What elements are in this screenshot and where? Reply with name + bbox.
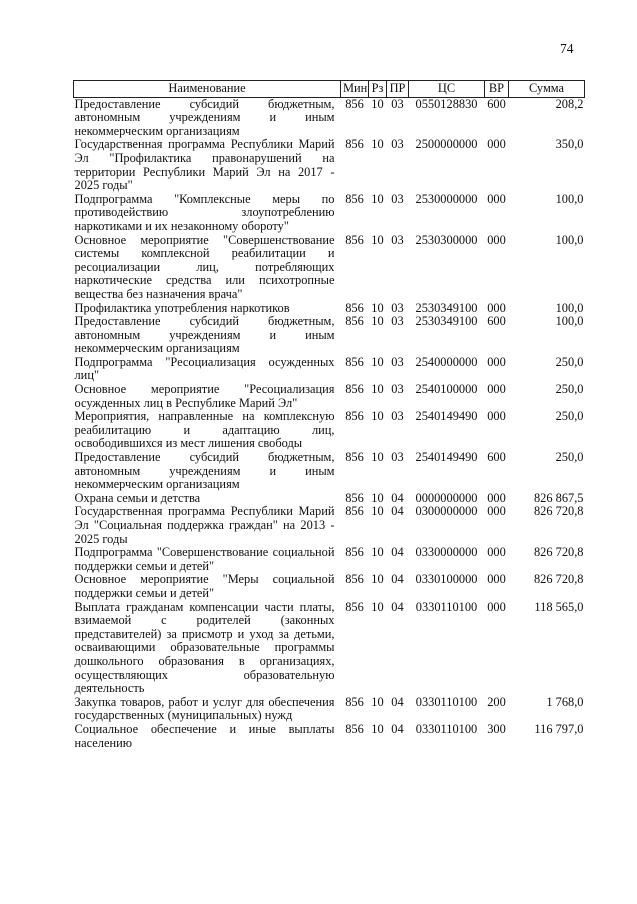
cell-sum: 250,0 xyxy=(555,354,584,369)
table-row xyxy=(74,601,585,696)
cell-min: 856 xyxy=(345,354,364,369)
cell-min: 856 xyxy=(345,191,364,206)
col-header-cs: ЦС xyxy=(409,81,485,98)
cell-rz: 10 xyxy=(371,409,384,424)
col-header-min: Мин xyxy=(341,81,369,98)
cell-vr: 000 xyxy=(487,382,506,397)
cell-pr: 03 xyxy=(391,96,404,111)
cell-sum: 350,0 xyxy=(555,137,584,152)
cell-sum: 118 565,0 xyxy=(534,599,584,614)
cell-pr: 03 xyxy=(391,137,404,152)
cell-rz: 10 xyxy=(371,721,384,736)
cell-sum: 100,0 xyxy=(555,191,584,206)
col-header-pr: ПР xyxy=(387,81,409,98)
cell-name: Основное мероприятие "Меры социальной поддержки семьи и детей" xyxy=(74,572,335,600)
cell-min: 856 xyxy=(345,450,364,465)
table-row xyxy=(74,410,585,451)
table-row xyxy=(74,234,585,302)
cell-name: Предоставление субсидий бюджетным, автономным учреждениям и иным некоммерческим организациям xyxy=(74,96,335,138)
cell-min: 856 xyxy=(345,409,364,424)
col-header-sum: Сумма xyxy=(509,81,585,98)
cell-sum: 250,0 xyxy=(555,450,584,465)
table-row xyxy=(74,356,585,383)
cell-name: Основное мероприятие "Ресоциализация осужденных лиц в Республике Марий Эл" xyxy=(74,382,335,410)
table-row xyxy=(74,97,585,138)
cell-sum: 826 867,5 xyxy=(533,490,584,505)
cell-cs: 0330000000 xyxy=(415,545,478,560)
table-header-row xyxy=(74,81,585,98)
page-number: 74 xyxy=(560,41,574,56)
table-body xyxy=(74,97,585,750)
cell-rz: 10 xyxy=(371,572,384,587)
cell-name: Государственная программа Республики Марий Эл "Профилактика правонарушений на территории Республики Марий Эл на 2017 - 2025 годы" xyxy=(74,137,335,193)
cell-vr: 600 xyxy=(487,450,506,465)
cell-vr: 000 xyxy=(487,409,506,424)
cell-vr: 000 xyxy=(487,545,506,560)
cell-pr: 04 xyxy=(391,545,404,560)
cell-rz: 10 xyxy=(371,354,384,369)
cell-name: Подпрограмма "Ресоциализация осужденных лиц" xyxy=(74,354,335,383)
cell-vr: 600 xyxy=(487,314,506,329)
cell-pr: 04 xyxy=(391,504,404,519)
cell-vr: 000 xyxy=(487,137,506,152)
cell-cs: 0330100000 xyxy=(415,572,478,587)
cell-cs: 2540000000 xyxy=(415,354,478,369)
table-row xyxy=(74,723,585,750)
cell-sum: 826 720,8 xyxy=(533,504,584,519)
cell-rz: 10 xyxy=(371,96,384,111)
cell-min: 856 xyxy=(345,545,364,560)
table-row xyxy=(74,492,585,506)
cell-min: 856 xyxy=(345,300,364,315)
cell-sum: 250,0 xyxy=(555,409,584,424)
cell-cs: 2530300000 xyxy=(415,232,478,247)
cell-min: 856 xyxy=(345,599,364,614)
cell-cs: 0330110100 xyxy=(415,599,478,614)
cell-vr: 200 xyxy=(487,694,506,709)
cell-min: 856 xyxy=(345,137,364,152)
table-row xyxy=(74,573,585,600)
cell-cs: 0330110100 xyxy=(415,694,478,709)
cell-rz: 10 xyxy=(371,694,384,709)
cell-name: Подпрограмма "Совершенствование социальной поддержки семьи и детей" xyxy=(74,545,335,573)
cell-rz: 10 xyxy=(371,545,384,560)
cell-pr: 03 xyxy=(391,191,404,206)
cell-vr: 000 xyxy=(487,490,506,505)
cell-min: 856 xyxy=(345,572,364,587)
col-header-vr: ВР xyxy=(485,81,509,98)
cell-vr: 000 xyxy=(487,504,506,519)
table-row xyxy=(74,383,585,410)
cell-sum: 250,0 xyxy=(555,382,584,397)
table-row xyxy=(74,315,585,356)
cell-min: 856 xyxy=(345,504,364,519)
cell-sum: 100,0 xyxy=(555,232,584,247)
cell-rz: 10 xyxy=(371,504,384,519)
cell-name: Предоставление субсидий бюджетным, автономным учреждениям и иным некоммерческим организациям xyxy=(74,314,335,356)
cell-vr: 000 xyxy=(487,191,506,206)
cell-name: Государственная программа Республики Марий Эл "Социальная поддержка граждан" на 2013 - 2025 годы xyxy=(74,504,335,546)
cell-min: 856 xyxy=(345,694,364,709)
cell-vr: 000 xyxy=(487,232,506,247)
cell-min: 856 xyxy=(345,314,364,329)
budget-table xyxy=(73,80,585,750)
cell-name: Предоставление субсидий бюджетным, автономным учреждениям и иным некоммерческим организациям xyxy=(74,450,335,492)
cell-pr: 03 xyxy=(391,232,404,247)
col-header-rz: Рз xyxy=(369,81,387,98)
cell-min: 856 xyxy=(345,96,364,111)
cell-name: Охрана семьи и детства xyxy=(74,490,201,505)
cell-sum: 100,0 xyxy=(555,300,584,315)
cell-pr: 03 xyxy=(391,314,404,329)
cell-cs: 2540149490 xyxy=(415,450,478,465)
cell-sum: 1 768,0 xyxy=(546,694,584,709)
cell-rz: 10 xyxy=(371,232,384,247)
cell-rz: 10 xyxy=(371,314,384,329)
cell-min: 856 xyxy=(345,490,364,505)
table-row xyxy=(74,193,585,234)
cell-vr: 000 xyxy=(487,300,506,315)
cell-pr: 03 xyxy=(391,354,404,369)
cell-rz: 10 xyxy=(371,191,384,206)
cell-pr: 04 xyxy=(391,572,404,587)
cell-pr: 03 xyxy=(391,382,404,397)
cell-pr: 03 xyxy=(391,409,404,424)
cell-sum: 826 720,8 xyxy=(533,572,584,587)
table-row xyxy=(74,505,585,546)
cell-cs: 2540149490 xyxy=(415,409,478,424)
cell-name: Социальное обеспечение и иные выплаты населению xyxy=(74,721,335,750)
cell-pr: 04 xyxy=(391,599,404,614)
cell-sum: 100,0 xyxy=(555,314,584,329)
cell-pr: 04 xyxy=(391,490,404,505)
cell-vr: 000 xyxy=(487,599,506,614)
cell-cs: 2530349100 xyxy=(415,300,478,315)
cell-rz: 10 xyxy=(371,450,384,465)
cell-pr: 04 xyxy=(391,694,404,709)
cell-min: 856 xyxy=(345,382,364,397)
table-row xyxy=(74,451,585,492)
cell-cs: 2530000000 xyxy=(415,191,478,206)
cell-name: Основное мероприятие "Совершенствование системы комплексной реабилитации и ресоциализации лиц, потребляющих наркотические средства или психотропные вещества без назначения врача" xyxy=(74,232,335,301)
cell-pr: 03 xyxy=(391,450,404,465)
cell-cs: 2540100000 xyxy=(415,382,478,397)
cell-name: Мероприятия, направленные на комплексную реабилитацию и адаптацию лиц, освободившихся из мест лишения свободы xyxy=(74,409,335,451)
cell-cs: 0300000000 xyxy=(415,504,478,519)
cell-vr: 000 xyxy=(487,354,506,369)
cell-cs: 2500000000 xyxy=(415,137,478,152)
cell-rz: 10 xyxy=(371,300,384,315)
cell-sum: 116 797,0 xyxy=(534,721,584,736)
cell-sum: 208,2 xyxy=(555,96,584,111)
cell-cs: 0000000000 xyxy=(415,490,478,505)
cell-rz: 10 xyxy=(371,137,384,152)
cell-vr: 000 xyxy=(487,572,506,587)
cell-rz: 10 xyxy=(371,490,384,505)
cell-min: 856 xyxy=(345,232,364,247)
cell-vr: 600 xyxy=(487,96,506,111)
table-row xyxy=(74,138,585,192)
cell-name: Закупка товаров, работ и услуг для обеспечения государственных (муниципальных) нужд xyxy=(74,694,335,723)
table-row xyxy=(74,302,585,316)
cell-name: Профилактика употребления наркотиков xyxy=(74,300,290,315)
table-row xyxy=(74,696,585,723)
cell-pr: 03 xyxy=(391,300,404,315)
cell-pr: 04 xyxy=(391,721,404,736)
col-header-name: Наименование xyxy=(74,81,341,98)
cell-vr: 300 xyxy=(487,721,506,736)
cell-name: Выплата гражданам компенсации части платы, взимаемой с родителей (законных представителей) за присмотр и уход за детьми, осваивающими образовательные программы дошкольного образования в организациях, осуществляющих образовательную деятельность xyxy=(74,599,335,696)
cell-cs: 0550128830 xyxy=(415,96,478,111)
cell-rz: 10 xyxy=(371,382,384,397)
table-row xyxy=(74,546,585,573)
cell-min: 856 xyxy=(345,721,364,736)
cell-cs: 0330110100 xyxy=(415,721,478,736)
cell-name: Подпрограмма "Комплексные меры по противодействию злоупотреблению наркотиками и их незаконному обороту" xyxy=(74,191,335,233)
cell-cs: 2530349100 xyxy=(415,314,478,329)
cell-sum: 826 720,8 xyxy=(533,545,584,560)
cell-rz: 10 xyxy=(371,599,384,614)
